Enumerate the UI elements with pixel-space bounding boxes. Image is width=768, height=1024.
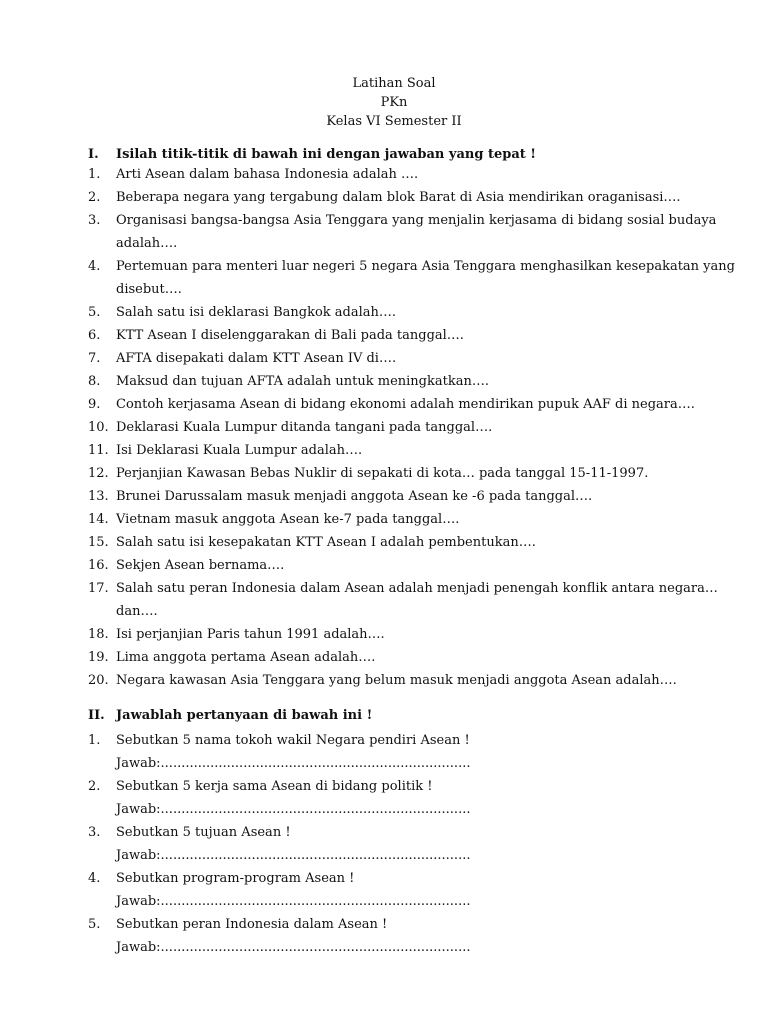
question-text-continuation: dan…. bbox=[116, 604, 158, 619]
list-item bbox=[88, 347, 688, 370]
section-1-instruction: Isilah titik-titik di bawah ini dengan jawaban yang tepat ! bbox=[116, 147, 536, 162]
question-text: Beberapa negara yang tergabung dalam blok Barat di Asia mendirikan oraganisasi…. bbox=[116, 190, 681, 205]
section-1-question-list bbox=[88, 163, 735, 692]
section-2-question-list bbox=[88, 729, 688, 959]
list-item bbox=[88, 485, 688, 508]
list-item bbox=[88, 163, 688, 186]
question-number: 4. bbox=[88, 259, 101, 274]
question-number: 16. bbox=[88, 558, 109, 573]
question-number: 1. bbox=[88, 167, 101, 182]
question-text: Salah satu peran Indonesia dalam Asean adalah menjadi penengah konflik antara negara… bbox=[116, 581, 718, 596]
question-text: Deklarasi Kuala Lumpur ditanda tangani pada tanggal…. bbox=[116, 420, 493, 435]
question-number: 8. bbox=[88, 374, 101, 389]
question-number: 2. bbox=[88, 779, 101, 794]
question-text: Salah satu isi deklarasi Bangkok adalah…. bbox=[116, 305, 397, 320]
list-item bbox=[88, 301, 688, 324]
list-item bbox=[88, 324, 688, 347]
question-text: Sebutkan peran Indonesia dalam Asean ! bbox=[116, 917, 388, 932]
list-item bbox=[88, 623, 688, 646]
answer-line: Jawab:........................................................................... bbox=[116, 756, 471, 771]
question-text: Arti Asean dalam bahasa Indonesia adalah …. bbox=[116, 167, 419, 182]
question-number: 3. bbox=[88, 825, 101, 840]
list-item bbox=[88, 186, 688, 209]
question-text: Sebutkan 5 nama tokoh wakil Negara pendiri Asean ! bbox=[116, 733, 470, 748]
question-number: 5. bbox=[88, 917, 101, 932]
list-item bbox=[88, 531, 688, 554]
list-item bbox=[88, 255, 735, 301]
question-text: Sebutkan 5 kerja sama Asean di bidang politik ! bbox=[116, 779, 433, 794]
question-number: 2. bbox=[88, 190, 101, 205]
question-text: Perjanjian Kawasan Bebas Nuklir di sepakati di kota… pada tanggal 15-11-1997. bbox=[116, 466, 649, 481]
question-number: 3. bbox=[88, 213, 101, 228]
question-text-continuation: disebut…. bbox=[116, 282, 182, 297]
question-text: KTT Asean I diselenggarakan di Bali pada tanggal…. bbox=[116, 328, 464, 343]
heading-subject: PKn bbox=[380, 95, 408, 110]
question-text: Organisasi bangsa-bangsa Asia Tenggara yang menjalin kerjasama di bidang sosial budaya bbox=[116, 213, 717, 228]
question-number: 14. bbox=[88, 512, 109, 527]
question-number: 15. bbox=[88, 535, 109, 550]
question-text: Sebutkan 5 tujuan Asean ! bbox=[116, 825, 291, 840]
question-number: 10. bbox=[88, 420, 109, 435]
section-2-number: II. bbox=[88, 708, 105, 723]
question-number: 17. bbox=[88, 581, 109, 596]
list-item bbox=[88, 393, 695, 416]
list-item bbox=[88, 370, 688, 393]
question-text: Pertemuan para menteri luar negeri 5 negara Asia Tenggara menghasilkan kesepakatan yang bbox=[116, 259, 735, 274]
section-1-number: I. bbox=[88, 147, 99, 162]
question-number: 9. bbox=[88, 397, 101, 412]
answer-line: Jawab:........................................................................... bbox=[116, 848, 471, 863]
question-text: Negara kawasan Asia Tenggara yang belum masuk menjadi anggota Asean adalah…. bbox=[116, 673, 677, 688]
list-item bbox=[88, 209, 717, 255]
question-number: 6. bbox=[88, 328, 101, 343]
question-number: 12. bbox=[88, 466, 109, 481]
question-number: 7. bbox=[88, 351, 101, 366]
section-1-title bbox=[88, 145, 536, 164]
question-text: Sekjen Asean bernama…. bbox=[116, 558, 285, 573]
question-text: Lima anggota pertama Asean adalah…. bbox=[116, 650, 376, 665]
question-text: Brunei Darussalam masuk menjadi anggota Asean ke -6 pada tanggal…. bbox=[116, 489, 593, 504]
list-item bbox=[88, 554, 688, 577]
list-item bbox=[88, 729, 688, 775]
list-item bbox=[88, 416, 688, 439]
question-text: Isi perjanjian Paris tahun 1991 adalah…. bbox=[116, 627, 385, 642]
section-2-instruction: Jawablah pertanyaan di bawah ini ! bbox=[116, 708, 373, 723]
question-number: 11. bbox=[88, 443, 109, 458]
question-text: Vietnam masuk anggota Asean ke-7 pada tanggal…. bbox=[116, 512, 460, 527]
question-text: Isi Deklarasi Kuala Lumpur adalah…. bbox=[116, 443, 363, 458]
list-item bbox=[88, 669, 688, 692]
document-heading bbox=[0, 74, 768, 131]
question-number: 1. bbox=[88, 733, 101, 748]
list-item bbox=[88, 646, 688, 669]
list-item bbox=[88, 508, 688, 531]
question-text: Maksud dan tujuan AFTA adalah untuk meningkatkan…. bbox=[116, 374, 489, 389]
list-item bbox=[88, 775, 688, 821]
list-item bbox=[88, 439, 688, 462]
question-text: Salah satu isi kesepakatan KTT Asean I adalah pembentukan…. bbox=[116, 535, 536, 550]
question-text: AFTA disepakati dalam KTT Asean IV di…. bbox=[116, 351, 397, 366]
section-2-title bbox=[88, 706, 372, 725]
question-text-continuation: adalah…. bbox=[116, 236, 178, 251]
question-number: 20. bbox=[88, 673, 109, 688]
question-number: 18. bbox=[88, 627, 109, 642]
list-item bbox=[88, 821, 688, 867]
question-number: 4. bbox=[88, 871, 101, 886]
list-item bbox=[88, 462, 688, 485]
heading-class: Kelas VI Semester II bbox=[326, 114, 462, 129]
question-text: Sebutkan program-program Asean ! bbox=[116, 871, 355, 886]
question-text: Contoh kerjasama Asean di bidang ekonomi adalah mendirikan pupuk AAF di negara…. bbox=[116, 397, 695, 412]
list-item bbox=[88, 867, 688, 913]
question-number: 5. bbox=[88, 305, 101, 320]
heading-title: Latihan Soal bbox=[352, 76, 436, 91]
list-item bbox=[88, 913, 688, 959]
question-number: 13. bbox=[88, 489, 109, 504]
question-number: 19. bbox=[88, 650, 109, 665]
answer-line: Jawab:........................................................................... bbox=[116, 802, 471, 817]
answer-line: Jawab:........................................................................... bbox=[116, 894, 471, 909]
answer-line: Jawab:........................................................................... bbox=[116, 940, 471, 955]
list-item bbox=[88, 577, 718, 623]
